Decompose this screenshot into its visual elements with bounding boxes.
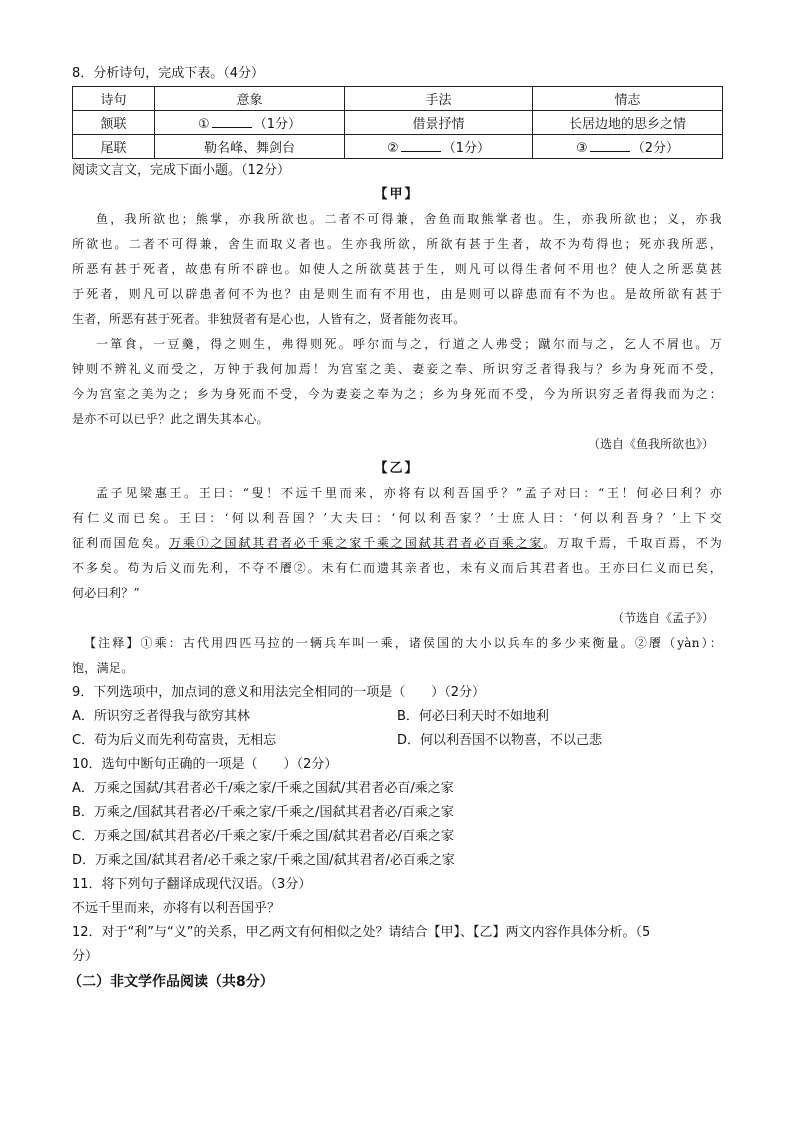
q11-sentence: 不远千里而来，亦将有以利吾国乎？ bbox=[72, 901, 281, 916]
answer-blank-2[interactable] bbox=[401, 139, 441, 152]
option-b[interactable]: B．何必曰利天时不如地利 bbox=[397, 709, 549, 724]
exam-page bbox=[68, 62, 722, 995]
passage-line: 何必曰利？” bbox=[72, 586, 140, 600]
score-label: （2分） bbox=[631, 141, 679, 156]
passage-line: 孟子见梁惠王。王曰：“叟！不远千里而来，亦将有以利吾国乎？”孟子对曰：“王！何必曰利？亦 bbox=[96, 486, 722, 500]
table-row bbox=[73, 111, 723, 135]
option-d[interactable]: D．何以利吾国不以物喜，不以己悲 bbox=[397, 733, 603, 748]
option-b[interactable]: B．万乘之/国弑其君者必/千乘之家/千乘之/国弑其君者必/百乘之家 bbox=[72, 805, 454, 820]
q12-prompt: 12．对于“利”与“义”的关系，甲乙两文有何相似之处？请结合【甲】、【乙】两文内容作具体分析。（5 bbox=[72, 925, 651, 940]
row-label: 尾联 bbox=[73, 135, 155, 159]
q9-options-row bbox=[72, 705, 722, 729]
passage-text: 征利而国危矣。 bbox=[72, 536, 170, 550]
passage-jia-source: （选自《鱼我所欲也》） bbox=[587, 437, 714, 451]
underlined-sentence: 万乘①之国弑其君者必千乘之家千乘之国弑其君者必百乘之家 bbox=[169, 536, 544, 550]
q11-prompt: 11．将下列句子翻译成现代汉语。（3分） bbox=[72, 877, 312, 892]
option-d[interactable]: D．万乘之国/弑其君者/必千乘之家/千乘之国/弑其君者/必百乘之家 bbox=[72, 853, 455, 868]
q12-prompt-cont: 分） bbox=[72, 949, 99, 964]
passage-line: 今为宫室之美为之；乡为身死而不受，今为妻妾之奉为之；乡为身死而不受，今为所识穷乏者得我而为之： bbox=[72, 387, 722, 401]
passage-line: 所欲也。二者不可得兼，舍生而取义者也。生亦我所欲，所欲有甚于生者，故不为苟得也；死亦我所恶， bbox=[72, 237, 722, 251]
blank-number: ① bbox=[198, 117, 210, 132]
passage-line: 一箪食，一豆羹，得之则生，弗得则死。呼尔而与之，行道之人弗受；蹴尔而与之，乞人不屑也。万 bbox=[96, 337, 722, 351]
row-label: 颔联 bbox=[73, 111, 155, 135]
passage-line: 所恶有甚于死者，故患有所不辟也。如使人之所欲莫甚于生，则凡可以得生者何不用也？使人之所恶莫甚 bbox=[72, 262, 722, 276]
annotation-line: 【注释】①乘：古代用四匹马拉的一辆兵车叫一乘，诸侯国的大小以兵车的多少来衡量。②餍（yàn）： bbox=[84, 636, 722, 650]
blank-number: ③ bbox=[576, 141, 588, 156]
passage-jia-title: 【甲】 bbox=[374, 187, 420, 202]
imagery-cell: 勒名峰、舞剑台 bbox=[155, 135, 345, 159]
q8-table bbox=[72, 86, 723, 159]
technique-cell: 借景抒情 bbox=[345, 111, 533, 135]
header-cell-imagery: 意象 bbox=[155, 87, 345, 111]
score-label: （1分） bbox=[442, 141, 490, 156]
passage-line: 鱼，我所欲也；熊掌，亦我所欲也。二者不可得兼，舍鱼而取熊掌者也。生，亦我所欲也；义，亦我 bbox=[96, 212, 722, 226]
passage-text: 。万取千焉，千取百焉，不为 bbox=[543, 536, 722, 550]
emotion-cell[interactable] bbox=[533, 135, 723, 159]
technique-cell[interactable] bbox=[345, 135, 533, 159]
passage-line bbox=[72, 531, 722, 556]
answer-blank-3[interactable] bbox=[590, 139, 630, 152]
q9-options-row bbox=[72, 729, 722, 753]
option-c[interactable]: C．万乘之国/弑其君者必/千乘之家/千乘之国/弑其君者必/百乘之家 bbox=[72, 829, 454, 844]
table-header-row bbox=[73, 87, 723, 111]
section-heading: （二）非文学作品阅读（共8分） bbox=[68, 974, 274, 990]
header-cell-poem: 诗句 bbox=[73, 87, 155, 111]
option-a[interactable]: A．万乘之国弑/其君者必千/乘之家/千乘之国弑/其君者必百/乘之家 bbox=[72, 781, 454, 796]
header-cell-emotion: 情志 bbox=[533, 87, 723, 111]
emotion-cell: 长居边地的思乡之情 bbox=[533, 111, 723, 135]
passage-jia bbox=[72, 207, 722, 432]
passage-yi bbox=[72, 481, 722, 606]
header-cell-technique: 手法 bbox=[345, 87, 533, 111]
annotation-line: 饱，满足。 bbox=[72, 661, 134, 675]
passage-yi-source: （节选自《孟子》） bbox=[611, 611, 714, 625]
option-a[interactable]: A．所识穷乏者得我与欲穷其林 bbox=[72, 709, 250, 724]
q10-prompt: 10．选句中断句正确的一项是（ ）（2分） bbox=[72, 757, 338, 772]
reading-intro: 阅读文言文，完成下面小题。（12分） bbox=[72, 163, 291, 178]
q9-prompt: 9．下列选项中，加点词的意义和用法完全相同的一项是（ ）（2分） bbox=[72, 685, 486, 700]
passage-line: 生者，所恶有甚于死者。非独贤者有是心也，人皆有之，贤者能勿丧耳。 bbox=[72, 312, 466, 326]
passage-yi-title: 【乙】 bbox=[374, 461, 420, 476]
blank-number: ② bbox=[387, 141, 399, 156]
passage-line: 是亦不可以已乎？此之谓失其本心。 bbox=[72, 412, 269, 426]
option-c[interactable]: C．苟为后义而先利苟富贵，无相忘 bbox=[72, 733, 277, 748]
passage-line: 不多矣。苟为后义而先利，不夺不餍②。未有仁而遗其亲者也，未有义而后其君者也。王亦曰仁义而已矣， bbox=[72, 561, 722, 575]
passage-line: 于死者，则凡可以辟患者何不为也？由是则生而有不用也，由是则可以辟患而有不为也。是故所欲有甚于 bbox=[72, 287, 722, 301]
score-label: （1分） bbox=[253, 117, 301, 132]
table-row bbox=[73, 135, 723, 159]
passage-line: 有仁义而已矣。王曰：‘何以利吾国？’大夫曰：‘何以利吾家？’士庶人曰：‘何以利吾身？’上下交 bbox=[72, 511, 722, 525]
answer-blank-1[interactable] bbox=[212, 115, 252, 128]
passage-line: 钟则不辨礼义而受之，万钟于我何加焉！为宫室之美、妻妾之奉、所识穷乏者得我与？乡为身死而不受， bbox=[72, 362, 722, 376]
q8-prompt: 8．分析诗句，完成下表。（4分） bbox=[72, 66, 265, 81]
imagery-cell[interactable] bbox=[155, 111, 345, 135]
